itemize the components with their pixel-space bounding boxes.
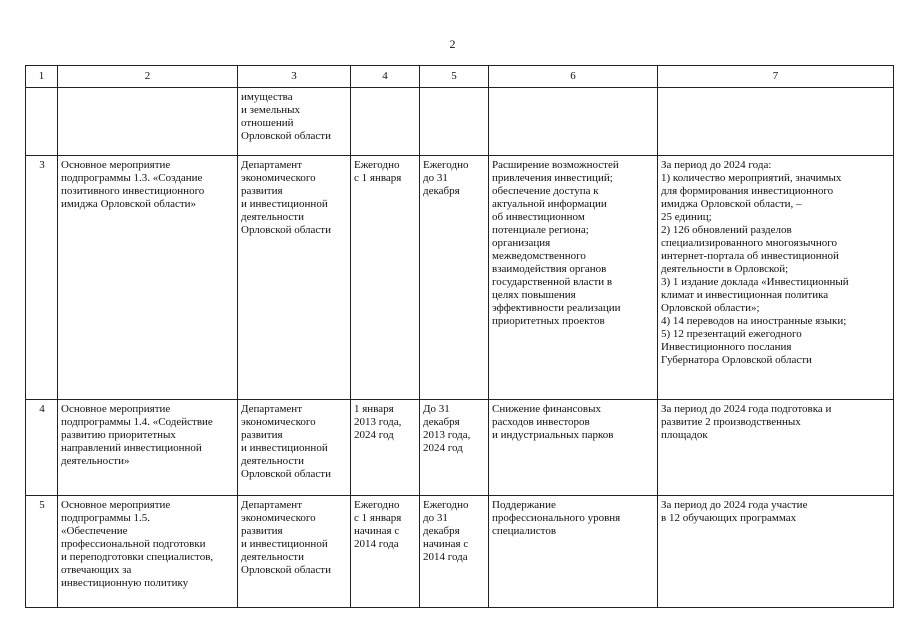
page-number: 2 <box>449 37 456 51</box>
measure-cell: Основное мероприятие подпрограммы 1.5. «Обеспечение профессиональной подготовки и переподготовки специалистов, отвечающих за инвестиционную политику <box>58 496 238 608</box>
end-cell: Ежегодно до 31 декабря начиная с 2014 года <box>420 496 489 608</box>
column-header: 7 <box>658 66 894 88</box>
result-cell: Снижение финансовых расходов инвесторов и индустриальных парков <box>489 400 658 496</box>
table-row <box>26 496 894 608</box>
executor-cell: имущества и земельных отношений Орловской области <box>238 88 351 156</box>
executor-cell: Департамент экономического развития и инвестиционной деятельности Орловской области <box>238 496 351 608</box>
column-header: 3 <box>238 66 351 88</box>
table-header-row <box>26 66 894 88</box>
start-cell: Ежегодно с 1 января начиная с 2014 года <box>351 496 420 608</box>
column-header: 4 <box>351 66 420 88</box>
indicators-cell <box>658 88 894 156</box>
table-row <box>26 400 894 496</box>
indicators-cell: За период до 2024 года участие в 12 обучающих программах <box>658 496 894 608</box>
result-cell: Поддержание профессионального уровня специалистов <box>489 496 658 608</box>
end-cell: До 31 декабря 2013 года, 2024 год <box>420 400 489 496</box>
end-cell <box>420 88 489 156</box>
indicators-cell: За период до 2024 года подготовка и развитие 2 производственных площадок <box>658 400 894 496</box>
measure-cell <box>58 88 238 156</box>
result-cell: Расширение возможностей привлечения инвестиций; обеспечение доступа к актуальной информации об инвестиционном потенциале региона; организация межведомственного взаимодействия органов государственной власти в целях повышения эффективности реализации приоритетных проектов <box>489 156 658 400</box>
executor-cell: Департамент экономического развития и инвестиционной деятельности Орловской области <box>238 400 351 496</box>
column-header: 1 <box>26 66 58 88</box>
row-number <box>26 88 58 156</box>
executor-cell: Департамент экономического развития и инвестиционной деятельности Орловской области <box>238 156 351 400</box>
measure-cell: Основное мероприятие подпрограммы 1.3. «Создание позитивного инвестиционного имиджа Орловской области» <box>58 156 238 400</box>
end-cell: Ежегодно до 31 декабря <box>420 156 489 400</box>
table-row <box>26 88 894 156</box>
row-number: 4 <box>26 400 58 496</box>
start-cell <box>351 88 420 156</box>
start-cell: Ежегодно с 1 января <box>351 156 420 400</box>
result-cell <box>489 88 658 156</box>
column-header: 6 <box>489 66 658 88</box>
start-cell: 1 января 2013 года, 2024 год <box>351 400 420 496</box>
table-row <box>26 156 894 400</box>
measures-table <box>25 65 894 608</box>
column-header: 5 <box>420 66 489 88</box>
row-number: 3 <box>26 156 58 400</box>
row-number: 5 <box>26 496 58 608</box>
column-header: 2 <box>58 66 238 88</box>
measure-cell: Основное мероприятие подпрограммы 1.4. «Содействие развитию приоритетных направлений инвестиционной деятельности» <box>58 400 238 496</box>
indicators-cell: За период до 2024 года: 1) количество мероприятий, значимых для формирования инвестиционного имиджа Орловской области, – 25 единиц; 2) 126 обновлений разделов специализированного многоязычного интернет-портала об инвестиционной деятельности в Орловской; 3) 1 издание доклада «Инвестиционный климат и инвестиционная политика Орловской области»; 4) 14 переводов на иностранные языки; 5) 12 презентаций ежегодного Инвестиционного послания Губернатора Орловской области <box>658 156 894 400</box>
